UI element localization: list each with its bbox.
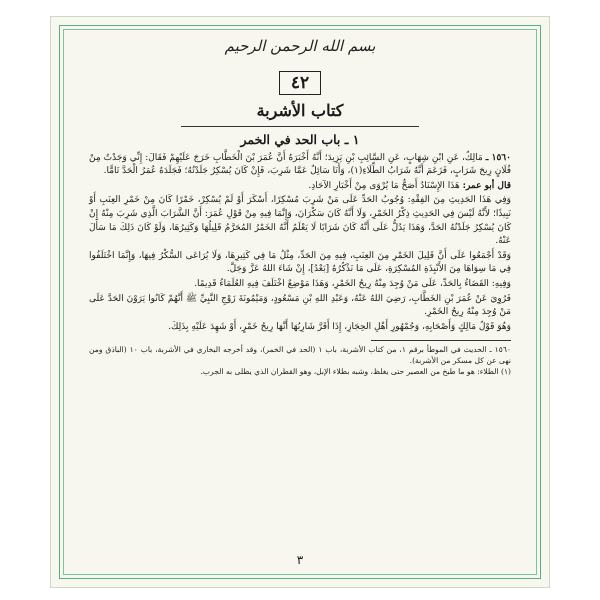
section-heading: ١ ـ باب الحد في الخمر [240, 132, 360, 147]
footnote: (١) الطلاء: هو ما طبخ من العصير حتى يغلظ، وشبه بطلاء الإبل، وهو القطران الذي يطلى به الجرب. [200, 367, 511, 377]
paragraph-text: وَقَدْ أَجْمَعُوا عَلَى أَنَّ قَلِيلَ الخَمْرِ مِنَ العِنَبِ، فِيهِ مِنَ الحَدِّ، مِثْلُ مَا فِي كَثِيرِهَا، وَلَا يُرَاعَى السُّكْرُ فِيهَا، وَإِنَّمَا اخْتَلَفُوا فِي مَا سِوَاهَا مِنَ الأَنْبِذَةِ المُسْكِرَةِ، عَلَى مَا نَذْكُرُهُ [بَعْدُ]، إِنْ شَاءَ اللهُ عَزَّ وَجَلَّ. [89, 250, 511, 275]
paragraph-text: وَفِي هَذَا الحَدِيثِ مِنَ الفِقْهِ: وُجُوبُ الحَدِّ عَلَى مَنْ شَرِبَ مُسْكِرًا، أَسْكَرَ أَوْ لَمْ يُسْكِرْ، خَمْرًا كَانَ مِنْ خَمْرِ العِنَبِ أَوْ نَبِيذًا؛ لأَنَّهُ لَيْسَ فِي الحَدِيثِ ذِكْرُ الخَمْرِ، وَلَا أَنَّهُ كَانَ سَكْرَانَ، وَإِنَّمَا فِيهِ مِنْ قَوْلِ عُمَرَ: أَنَّ الشَّرَابَ الَّذِي شَرِبَ مِنْهُ إِنْ كَانَ يُسْكِرُ جَلَدْتُهُ الحَدَّ، وَهَذَا يَدُلُّ عَلَى أَنَّهُ كَانَ شَرَابًا لَا يَعْلَمُ أَنَّهُ الخَمْرُ المُحَرَّمُ قَلِيلُهَا وَكَثِيرُهَا، وَلَوْ كَانَ ذَلِكَ مَا سَأَلَ عَنْهُ. [89, 195, 511, 247]
page-content [89, 133, 511, 377]
chapter-title: كتاب الأشربة [256, 101, 344, 120]
page-number: ٣ [296, 553, 304, 567]
footnote: ١٥٦٠ ـ الحديث في الموطأ برقم ١، من كتاب الأشربة، باب ١ (الحد في الخمر)، وقد أخرجه البخاري في الأشربة، باب ١٠ (الباذق ومن نهى عن كل مسكر من الأشربة). [89, 345, 511, 366]
paragraph [89, 152, 511, 179]
title-rule [181, 126, 419, 127]
paragraph-text: وَفِيهِ: القَضَاءُ بِالحَدِّ، عَلَى مَنْ وُجِدَ مِنْهُ رِيحُ الخَمْرِ، وَهَذَا مَوْضِعٌ اخْتَلَفَ فِيهِ العُلَمَاءُ قَدِيمًا. [194, 278, 511, 289]
chapter-number-box [279, 71, 321, 95]
footnote-rule [371, 340, 511, 341]
paragraph-text: مَالِكٌ، عَنِ ابْنِ شِهَابٍ، عَنِ السَّائِبِ بْنِ يَزِيدَ؛ أَنَّهُ أَخْبَرَهُ أَنَّ عُمَرَ بْنَ الْخَطَّابِ خَرَجَ عَلَيْهِمْ فَقَالَ: إِنِّي وَجَدْتُ مِنْ فُلَانٍ رِيحَ شَرَابٍ، فَزَعَمَ أَنَّهُ شَرَابُ الطِّلَاءِ(١)، وَأَنَا سَائِلٌ عَمَّا شَرِبَ، فَإِنْ كَانَ يُسْكِرُ جَلَدْتُهُ؛ فَجَلَدَهُ عُمَرُ الْحَدَّ تَامًّا. [89, 152, 511, 177]
chapter-number: ٤٢ [290, 73, 310, 93]
paragraph [89, 194, 511, 248]
paragraph-text: فَرُوِيَ عَنْ عُمَرَ بْنِ الخَطَّابِ، رَضِيَ اللهُ عَنْهُ، وَعَبْدِ اللهِ بْنِ مَسْعُودٍ، وَمَيْمُونَةَ زَوْجِ النَّبِيِّ ﷺ أَنَّهُمْ كَانُوا يَرَوْنَ الحَدَّ عَلَى مَنْ وُجِدَ مِنْهُ رِيحُ الخَمْرِ. [89, 293, 511, 318]
paragraph-lead: قال أبو عمر: [462, 180, 511, 191]
paragraph [89, 293, 511, 320]
paragraph [89, 180, 511, 194]
paragraph [89, 321, 511, 335]
paragraph-text: وَهُوَ قَوْلُ مَالِكٍ وَأَصْحَابِهِ، وَجُمْهُورِ أَهْلِ الحِجَازِ، إِذَا أَقَرَّ شَارِبُهَا أَنَّهَا رِيحُ خَمْرٍ، أَوْ شَهِدَ عَلَيْهِ بِذَلِكَ. [168, 321, 511, 332]
paragraph-lead: ١٥٦٠ ـ [485, 152, 511, 163]
book-page [50, 16, 550, 588]
paragraph [89, 250, 511, 277]
basmala-heading: بسم الله الرحمن الرحيم [224, 37, 376, 55]
paragraph-text: هَذَا الإِسْنَادُ أَصَحُّ مَا يُرْوَى مِنْ أَخْبَارِ الآحَادِ. [308, 180, 460, 191]
paragraph [89, 278, 511, 292]
